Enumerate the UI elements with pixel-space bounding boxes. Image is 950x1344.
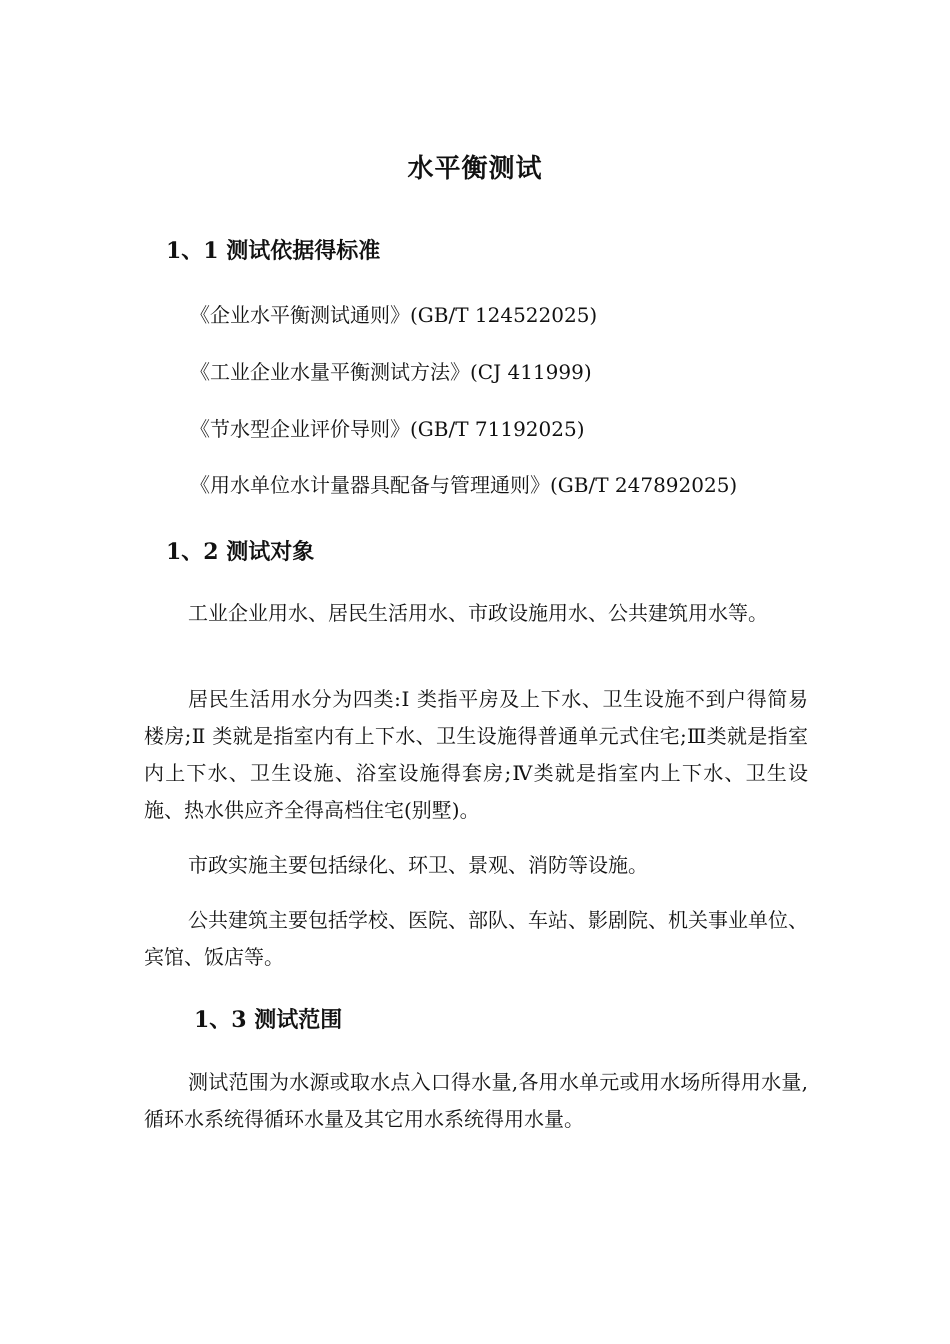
section-heading-1-3: 1、3 测试范围 — [194, 1007, 343, 1033]
body-paragraph: 市政实施主要包括绿化、环卫、景观、消防等设施。 — [188, 853, 648, 877]
body-paragraph: 居民生活用水分为四类:Ⅰ 类指平房及上下水、卫生设施不到户得简易楼房;Ⅱ 类就是指室内有上下水、卫生设施得普通单元式住宅;Ⅲ类就是指室内上下水、卫生设施、浴室设施得套房;Ⅳ类就是指室内上下水、卫生设施、热水供应齐全得高档住宅(别墅)。 — [144, 687, 808, 822]
reference-item: 《企业水平衡测试通则》(GB/T 124522025) — [190, 303, 598, 327]
reference-item: 《工业企业水量平衡测试方法》(CJ 411999) — [190, 360, 592, 384]
body-paragraph: 公共建筑主要包括学校、医院、部队、车站、影剧院、机关事业单位、宾馆、饭店等。 — [144, 908, 808, 969]
section-heading-1-1: 1、1 测试依据得标准 — [166, 238, 381, 264]
reference-item: 《节水型企业评价导则》(GB/T 71192025) — [190, 417, 585, 441]
document-title: 水平衡测试 — [407, 154, 543, 184]
body-paragraph: 测试范围为水源或取水点入口得水量,各用水单元或用水场所得用水量,循环水系统得循环水量及其它用水系统得用水量。 — [144, 1070, 808, 1131]
reference-item: 《用水单位水计量器具配备与管理通则》(GB/T 247892025) — [190, 473, 738, 497]
section-heading-1-2: 1、2 测试对象 — [166, 539, 315, 565]
body-paragraph: 工业企业用水、居民生活用水、市政设施用水、公共建筑用水等。 — [188, 601, 768, 625]
